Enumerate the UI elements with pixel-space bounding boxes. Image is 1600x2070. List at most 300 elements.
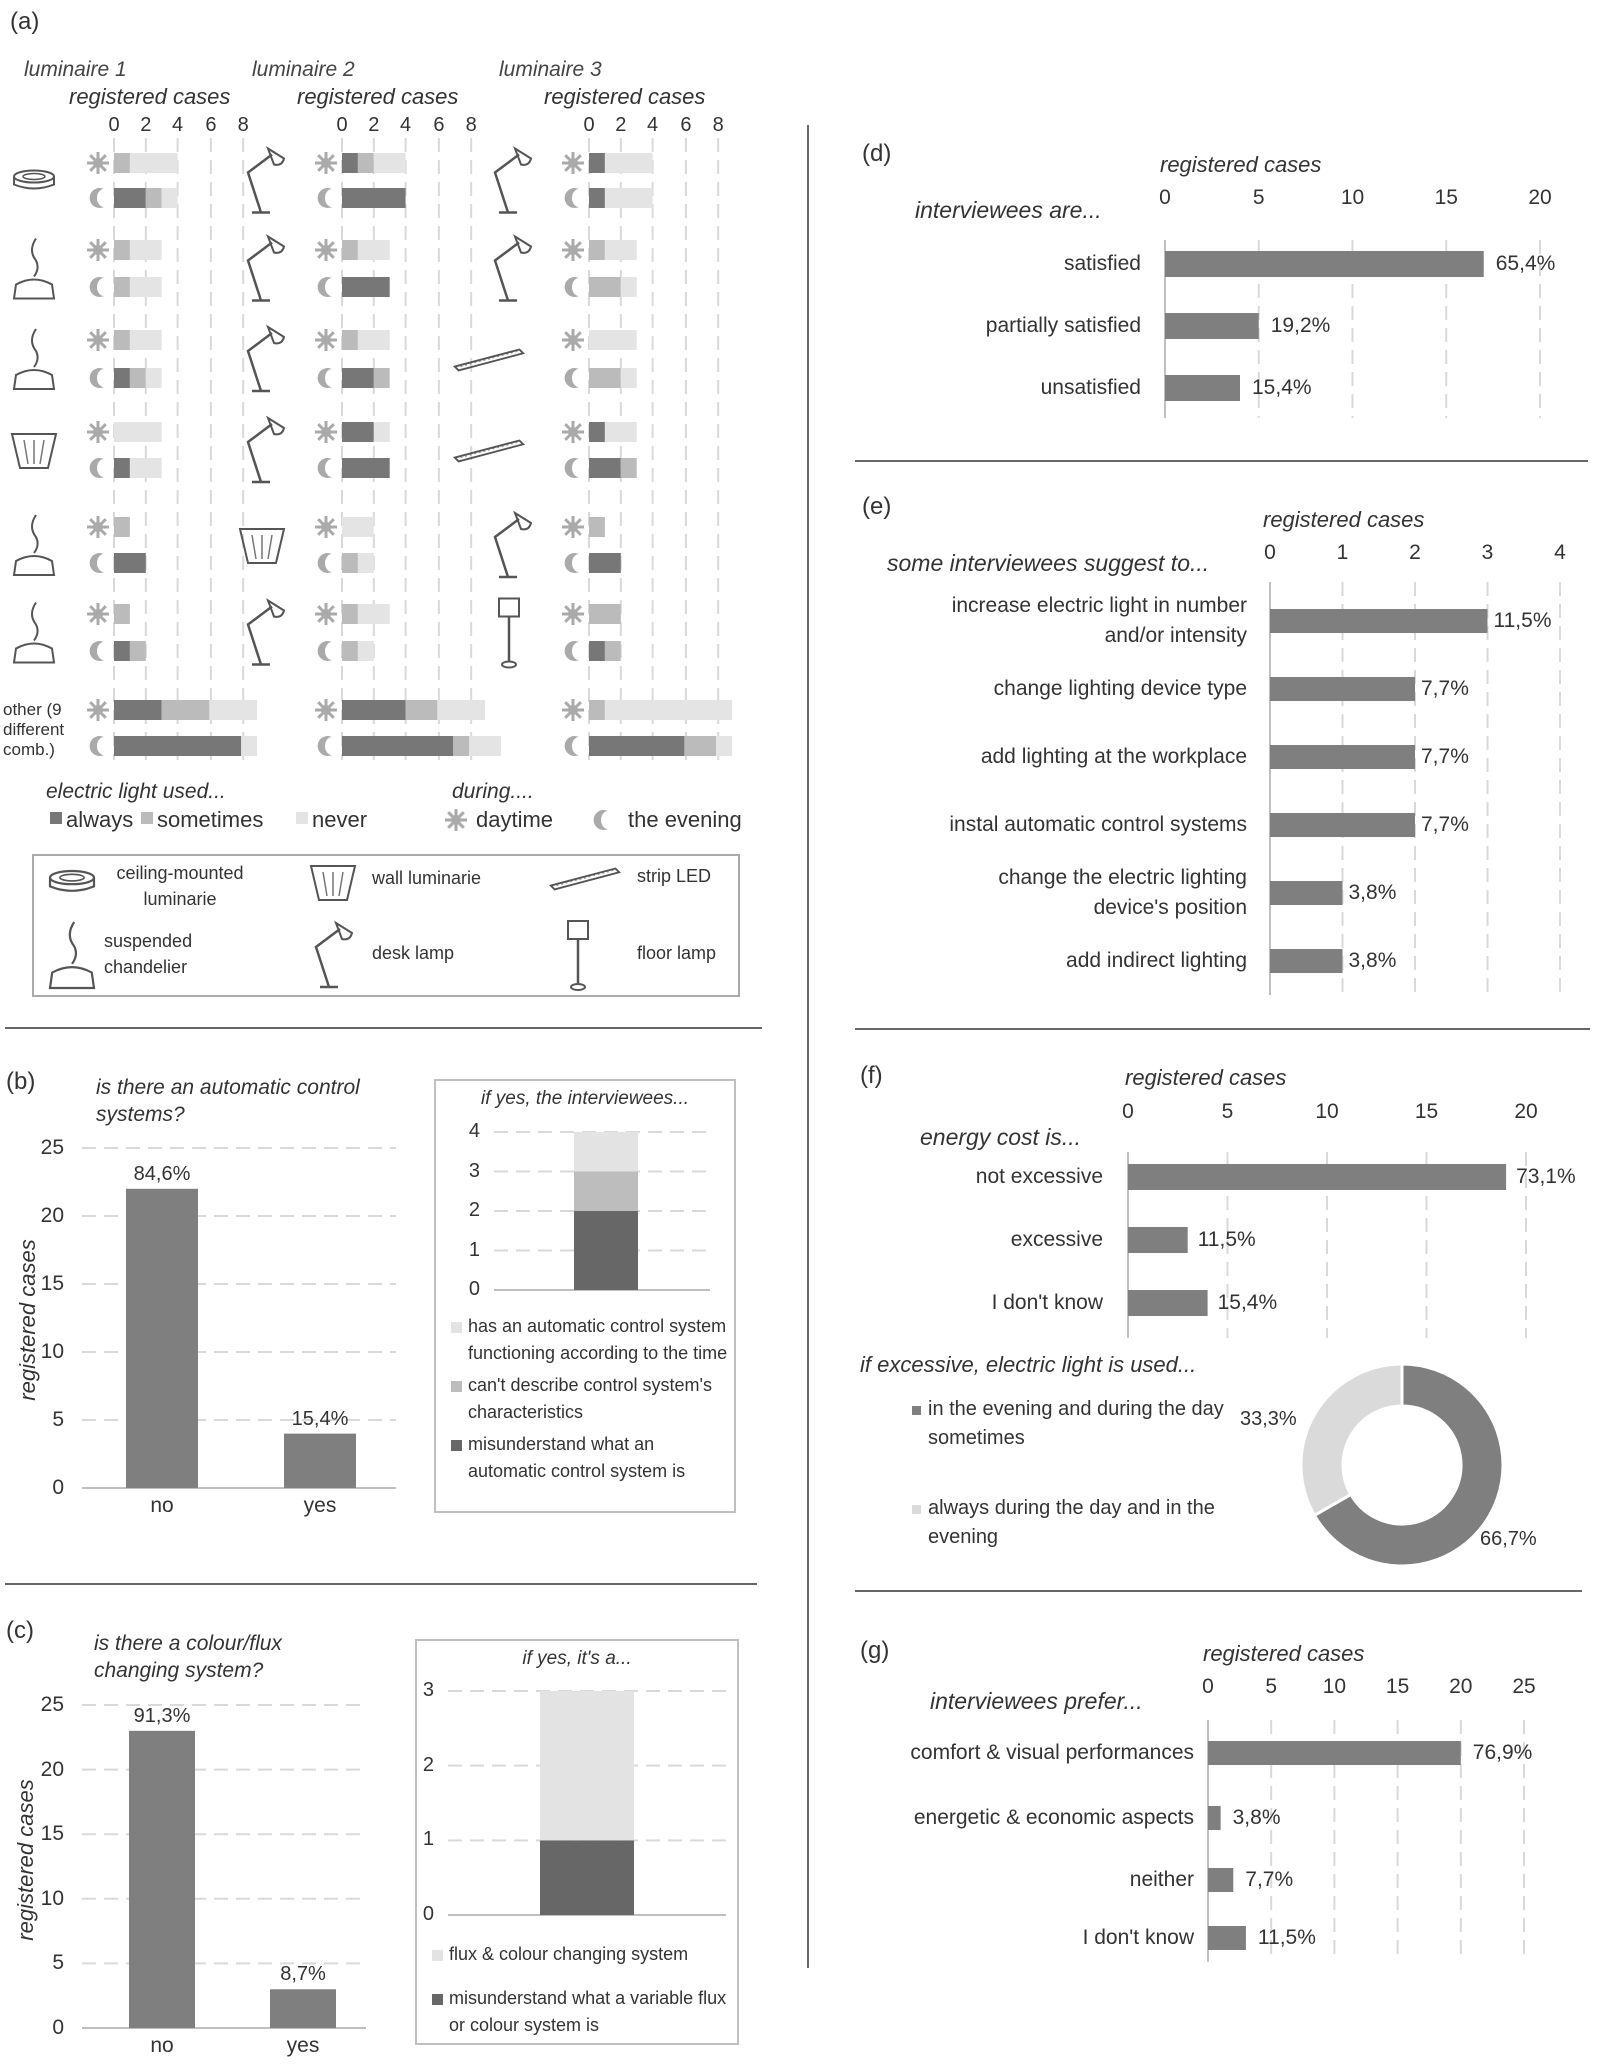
luminaire-3-tick: 2 (615, 114, 627, 136)
evening-icon (90, 188, 104, 208)
panel-b-bar-no (126, 1189, 198, 1488)
luminaire-1-bar-sometimes (114, 240, 130, 260)
evening-icon (318, 277, 332, 297)
base (571, 984, 585, 990)
panel-f-value-label: 15,4% (1217, 1291, 1278, 1314)
panel-g-xtick: 25 (1512, 1675, 1536, 1698)
luminaire-2-bar-never (358, 240, 390, 260)
panel-b-inset-ytick: 1 (468, 1238, 480, 1261)
panel-d-xtick: 10 (1340, 186, 1365, 209)
panel-g-bar (1208, 1741, 1461, 1765)
evening-icon (90, 736, 104, 756)
panel-c-inset-segment (540, 1840, 634, 1915)
strip (455, 350, 523, 371)
luminaire-2-bar-never (469, 736, 501, 756)
daytime-core (321, 522, 331, 532)
luminaire-3-bar-never (605, 153, 653, 173)
ring-inner (23, 174, 45, 180)
luminaire-3-bar-always (589, 458, 621, 478)
panel-b-ytick: 5 (52, 1408, 64, 1431)
ribs (323, 872, 343, 896)
luminaire-2-bar-sometimes (342, 330, 358, 350)
chandelier-icon (50, 922, 94, 988)
luminaire-3-axis-label: registered cases (544, 84, 706, 109)
panel-g-xtick: 0 (1202, 1675, 1214, 1698)
luminaire-1-bar-never (241, 736, 257, 756)
panel-c-inset-segment (540, 1691, 634, 1840)
luminaire-1-bar-sometimes (130, 641, 146, 661)
panel-b-inset-legend-label: misunderstand what an automatic control system is (468, 1434, 686, 1481)
daytime-core (321, 245, 331, 255)
panel-d-category: satisfied (1063, 252, 1141, 275)
daytime-core (93, 335, 103, 345)
panel-f-value-label: 11,5% (1197, 1228, 1256, 1251)
panel-b-value-label: 84,6% (133, 1162, 191, 1185)
panel-g-category: comfort & visual performances (910, 1741, 1194, 1764)
arm (495, 243, 519, 301)
luminaire-1-bar-never (146, 368, 162, 388)
legend-evening: the evening (628, 807, 742, 832)
luminaire-3-bar-always (589, 641, 605, 661)
strip (551, 869, 619, 890)
luminaire-2-bar-always (342, 277, 390, 297)
luminaire-2-title: luminaire 2 (252, 58, 355, 81)
panel-d-category: unsatisfied (1040, 376, 1141, 399)
desk-lamp-icon (316, 923, 352, 987)
legend-label-always: always (66, 807, 134, 832)
panel-e-xlabel: registered cases (1263, 507, 1425, 532)
luminaire-3-bar-never (621, 368, 637, 388)
panel-label-d: (d) (862, 140, 892, 167)
cord (32, 239, 38, 277)
shade (50, 967, 94, 988)
luminaire-1-tick: 8 (237, 114, 249, 136)
panel-label-f: (f) (860, 1062, 883, 1089)
luminaire-2-bar-never (342, 517, 374, 537)
panel-g-value-label: 7,7% (1245, 1868, 1294, 1891)
legend-swatch-sometimes (141, 812, 153, 824)
panel-f-xtick: 5 (1221, 1100, 1234, 1123)
arm (248, 243, 272, 301)
luminaire-2-bar-never (358, 553, 374, 573)
luminaire-3-bar-sometimes (589, 240, 605, 260)
panel-g-question: interviewees prefer... (930, 1688, 1143, 1714)
panel-c-ylabel: registered cases (13, 1779, 38, 1941)
daytime-core (93, 158, 103, 168)
panel-g-xtick: 20 (1449, 1675, 1473, 1698)
luminaire-2-bar-sometimes (342, 604, 358, 624)
chandelier-icon (14, 239, 54, 299)
panel-e-question: some interviewees suggest to... (887, 550, 1210, 576)
leds (461, 351, 518, 366)
desk-lamp-icon (248, 418, 284, 482)
daytime-core (93, 522, 103, 532)
daytime-core (568, 522, 578, 532)
evening-icon (565, 277, 579, 297)
daytime-core (451, 815, 461, 825)
panel-b-ytick: 15 (40, 1272, 64, 1295)
panel-c-inset-ytick: 2 (422, 1753, 434, 1776)
panel-e-bar (1270, 881, 1343, 905)
panel-e-xtick: 1 (1336, 541, 1349, 564)
donut-legend-swatch-1 (912, 1406, 921, 1415)
panel-g-category: I don't know (1082, 1926, 1194, 1949)
panel-g-bar (1208, 1926, 1246, 1950)
ceiling-luminaire-icon (14, 171, 54, 189)
luminaire-3-bar-sometimes (605, 641, 621, 661)
luminaire-1-bar-never (130, 458, 162, 478)
panel-b-inset-legend-swatch (451, 1440, 462, 1451)
panel-e-bar (1270, 677, 1415, 701)
luminaire-1-title: luminaire 1 (24, 58, 127, 81)
panel-e-bar (1270, 813, 1415, 837)
luminaire-3-tick: 4 (647, 114, 659, 136)
panel-d-xtick: 0 (1159, 186, 1171, 209)
panel-e-value-label: 11,5% (1493, 609, 1552, 632)
shade (14, 370, 54, 389)
cord (32, 603, 38, 641)
key-desk-lamp: desk lamp (372, 943, 455, 963)
daytime-core (568, 158, 578, 168)
daytime-core (321, 609, 331, 619)
luminaire-1-bar-sometimes (130, 368, 146, 388)
panel-g-bar (1208, 1806, 1221, 1830)
luminaire-2-bar-always (342, 188, 406, 208)
panel-b-ytick: 25 (40, 1136, 64, 1159)
panel-f-xtick: 20 (1514, 1100, 1538, 1123)
chandelier-icon (14, 329, 54, 389)
panel-g-xtick: 10 (1322, 1675, 1347, 1698)
evening-icon (565, 736, 579, 756)
luminaire-2-axis-label: registered cases (297, 84, 459, 109)
desk-lamp-icon (248, 237, 284, 301)
luminaire-2-bar-sometimes (374, 368, 390, 388)
panel-label-c: (c) (6, 1617, 34, 1644)
luminaire-3-bar-never (589, 330, 637, 350)
luminaire-3-bar-never (605, 188, 653, 208)
panel-c-inset-ytick: 3 (422, 1679, 434, 1701)
arm (248, 155, 272, 213)
shade (14, 644, 54, 663)
panel-f-category: excessive (1010, 1228, 1103, 1251)
panel-e-value-label: 7,7% (1421, 745, 1469, 768)
luminaire-2-bar-never (358, 604, 390, 624)
desk-lamp-icon (248, 149, 284, 213)
evening-icon (90, 368, 104, 388)
luminaire-2-tick: 2 (368, 114, 380, 136)
luminaire-2-bar-never (437, 700, 485, 720)
luminaire-1-bar-sometimes (114, 277, 130, 297)
luminaire-1-bar-never (130, 240, 162, 260)
chandelier-icon (14, 515, 54, 575)
desk-lamp-icon (248, 327, 284, 391)
arm (316, 929, 340, 987)
legend-swatch-always (50, 812, 62, 824)
luminaire-1-bar-always (114, 736, 241, 756)
panel-e-category: change the electric lighting device's position (998, 866, 1247, 919)
panel-b-inset-legend-label: has an automatic control system functioning according to the time (468, 1316, 728, 1363)
daytime-core (568, 245, 578, 255)
daytime-core (321, 705, 331, 715)
head (268, 601, 284, 617)
panel-g-value-label: 3,8% (1232, 1806, 1281, 1829)
strip-led-icon (455, 350, 523, 371)
panel-f-category: I don't know (991, 1291, 1103, 1314)
luminaire-2-bar-sometimes (342, 553, 358, 573)
luminaire-3-bar-sometimes (589, 700, 605, 720)
luminaire-2-bar-never (374, 422, 390, 442)
luminaire-3-bar-sometimes (621, 458, 637, 478)
luminaire-1-bar-sometimes (114, 153, 130, 173)
luminaire-3-bar-never (716, 736, 732, 756)
panel-f-xtick: 10 (1315, 1100, 1339, 1123)
luminaire-3-bar-always (589, 153, 605, 173)
panel-d-bar (1165, 375, 1240, 401)
luminaire-2-bar-sometimes (358, 153, 374, 173)
panel-c-inset-legend-swatch (432, 1994, 443, 2005)
luminaire-3-bar-sometimes (589, 277, 621, 297)
luminaire-3-bar-sometimes (684, 736, 716, 756)
panel-label-b: (b) (6, 1068, 36, 1095)
head (268, 418, 284, 434)
floor-lamp-icon (568, 921, 588, 990)
panel-c-category: no (150, 2034, 174, 2057)
luminaire-2-bar-always (342, 153, 358, 173)
daytime-core (93, 609, 103, 619)
luminaire-3-tick: 8 (712, 114, 724, 136)
donut-legend-swatch-2 (912, 1505, 921, 1514)
panel-e-xtick: 3 (1481, 541, 1494, 564)
head (268, 327, 284, 343)
panel-g-category: neither (1129, 1868, 1194, 1891)
panel-c-value-label: 91,3% (133, 1704, 191, 1727)
panel-g-xlabel: registered cases (1203, 1641, 1365, 1666)
panel-c-bar-no (129, 1731, 195, 2028)
donut-label-2: 33,3% (1240, 1408, 1297, 1430)
desk-lamp-icon (495, 513, 531, 577)
cord (70, 922, 76, 964)
ribs (252, 535, 272, 559)
panel-c-ytick: 20 (40, 1757, 64, 1781)
evening-icon (90, 641, 104, 661)
panel-b-inset-segment (574, 1211, 638, 1290)
time-legend-title: during.... (452, 780, 534, 803)
panel-f-xlabel: registered cases (1125, 1065, 1287, 1090)
other-label: other (9 different comb.) (3, 700, 65, 759)
luminaire-1-bar-sometimes (146, 188, 162, 208)
panel-b-inset-legend-swatch (451, 1381, 462, 1392)
wall-luminaire-icon (240, 529, 284, 563)
panel-g-bar (1208, 1868, 1233, 1892)
panel-b-inset-ytick: 0 (468, 1278, 480, 1300)
luminaire-3-tick: 0 (583, 114, 595, 136)
panel-c-inset-legend-label: flux & colour changing system (449, 1944, 689, 1964)
head (336, 923, 352, 939)
wall-luminaire-icon (311, 866, 355, 900)
daytime-core (321, 158, 331, 168)
daytime-core (568, 335, 578, 345)
evening-icon (565, 641, 579, 661)
panel-e-bar (1270, 745, 1415, 769)
panel-g-value-label: 11,5% (1257, 1926, 1316, 1949)
key-wall-luminarie: wall luminarie (372, 868, 482, 888)
panel-b-ytick: 10 (40, 1340, 64, 1363)
donut-title: if excessive, electric light is used... (860, 1352, 1197, 1377)
leds (557, 870, 614, 885)
panel-label-e: (e) (862, 493, 892, 520)
legend-label-sometimes: sometimes (157, 807, 264, 832)
panel-c-value-label: 8,7% (280, 1963, 326, 1986)
luminaire-3-bar-always (589, 553, 621, 573)
daytime-core (568, 427, 578, 437)
strip-led-icon (551, 869, 619, 890)
arm (495, 519, 519, 577)
panel-b-bar-yes (284, 1434, 356, 1488)
head (515, 237, 531, 253)
donut-legend-label-1: in the evening and during the day sometimes (928, 1398, 1224, 1449)
panel-b-ytick: 0 (52, 1476, 64, 1499)
panel-c-bar-yes (270, 1989, 336, 2028)
daytime-core (93, 705, 103, 715)
daytime-core (568, 705, 578, 715)
evening-icon (318, 641, 332, 661)
evening-icon (318, 553, 332, 573)
luminaire-1-axis-label: registered cases (69, 84, 231, 109)
cord (32, 515, 38, 553)
daytime-core (321, 335, 331, 345)
luminaire-3-bar-never (605, 240, 637, 260)
luminaire-3-tick: 6 (680, 114, 692, 136)
panel-f-category: not excessive (975, 1165, 1103, 1188)
donut-slice-2 (1301, 1364, 1402, 1515)
panel-d-bar (1165, 313, 1259, 339)
luminaire-2-bar-sometimes (453, 736, 469, 756)
luminaire-3-bar-never (621, 277, 637, 297)
desk-lamp-icon (248, 601, 284, 665)
panel-b-category: yes (303, 1494, 337, 1517)
luminaire-3-bar-sometimes (589, 604, 621, 624)
panel-c-title: is there a colour/flux changing system? (94, 1632, 282, 1682)
desk-lamp-icon (495, 149, 531, 213)
arm (495, 155, 519, 213)
luminaire-3-bar-never (605, 700, 732, 720)
panel-b-ytick: 20 (40, 1204, 64, 1227)
luminaire-1-bar-sometimes (162, 700, 210, 720)
shade (14, 556, 54, 575)
luminaire-3-bar-sometimes (589, 368, 621, 388)
panel-g-xtick: 5 (1265, 1675, 1278, 1698)
ceiling-luminaire-icon (50, 871, 94, 891)
evening-icon (565, 368, 579, 388)
panel-g-category: energetic & economic aspects (913, 1806, 1194, 1829)
luminaire-3-bar-never (605, 422, 637, 442)
panel-f-bar (1128, 1164, 1506, 1190)
evening-icon (565, 553, 579, 573)
panel-e-bar (1270, 609, 1488, 633)
panel-d-bar (1165, 251, 1484, 277)
panel-f-xtick: 15 (1414, 1100, 1439, 1123)
head (268, 237, 284, 253)
panel-f-xtick: 0 (1122, 1100, 1134, 1123)
panel-e-category: instal automatic control systems (949, 813, 1247, 836)
panel-e-category: add indirect lighting (1066, 949, 1247, 972)
panel-f-bar (1128, 1290, 1208, 1316)
luminaire-1-bar-always (114, 368, 130, 388)
legend-title: electric light used... (46, 780, 226, 803)
head (268, 149, 284, 165)
panel-d-value-label: 65,4% (1495, 252, 1556, 275)
evening-icon (90, 277, 104, 297)
panel-e-value-label: 7,7% (1421, 813, 1469, 836)
panel-g-xtick: 15 (1385, 1675, 1410, 1698)
legend-daytime: daytime (476, 807, 554, 832)
luminaire-3-bar-always (589, 736, 684, 756)
luminaire-1-bar-sometimes (114, 517, 130, 537)
shade (568, 921, 588, 939)
panel-b-inset-ytick: 3 (468, 1159, 480, 1182)
panel-e-category: add lighting at the workplace (980, 745, 1247, 768)
evening-icon (318, 188, 332, 208)
evening-icon (565, 188, 579, 208)
luminaire-2-bar-sometimes (342, 641, 358, 661)
luminaire-2-bar-always (342, 736, 453, 756)
daytime-core (93, 427, 103, 437)
evening-icon (90, 553, 104, 573)
key-strip-led: strip LED (637, 866, 712, 886)
ring-inner (60, 874, 84, 881)
shade (14, 280, 54, 299)
key-suspended-chandelier: suspended chandelier (104, 931, 193, 977)
head (515, 149, 531, 165)
legend-swatch-never (296, 812, 308, 824)
cord (32, 329, 38, 367)
panel-b-inset-segment (574, 1172, 638, 1212)
panel-e-value-label: 3,8% (1348, 949, 1397, 972)
chandelier-icon (14, 603, 54, 663)
panel-b-inset-ytick: 2 (468, 1199, 480, 1221)
luminaire-3-title: luminaire 3 (499, 58, 602, 81)
panel-c-inset-legend-label: misunderstand what a variable flux or colour system is (449, 1988, 727, 2035)
key-ceiling-mounted: ceiling-mounted luminarie (116, 863, 244, 909)
panel-b-inset-legend-label: can't describe control system's characteristics (468, 1375, 712, 1422)
panel-e-category: increase electric light in number and/or intensity (951, 594, 1247, 647)
floor-lamp-icon (499, 599, 519, 668)
luminaire-1-bar-always (114, 188, 146, 208)
luminaire-1-bar-always (114, 553, 146, 573)
ring (50, 871, 94, 884)
luminaire-3-bar-sometimes (589, 517, 605, 537)
panel-b-value-label: 15,4% (291, 1407, 349, 1430)
panel-e-category: change lighting device type (993, 677, 1247, 700)
luminaire-1-tick: 2 (140, 114, 152, 136)
panel-c-inset-ytick: 1 (422, 1828, 434, 1851)
panel-e-value-label: 7,7% (1421, 677, 1469, 700)
panel-label-g: (g) (860, 1637, 890, 1664)
luminaire-1-tick: 0 (108, 114, 120, 136)
panel-label-a: (a) (10, 8, 40, 35)
luminaire-1-bar-never (130, 153, 178, 173)
luminaire-2-bar-always (342, 700, 406, 720)
luminaire-2-bar-always (342, 458, 390, 478)
panel-b-inset-segment (574, 1132, 638, 1172)
panel-d-value-label: 19,2% (1270, 314, 1331, 337)
desk-lamp-icon (495, 237, 531, 301)
panel-c-ytick: 15 (40, 1822, 64, 1846)
panel-d-xtick: 5 (1252, 186, 1265, 209)
head (515, 513, 531, 529)
panel-c-ytick: 0 (52, 2016, 64, 2039)
daytime-core (568, 609, 578, 619)
